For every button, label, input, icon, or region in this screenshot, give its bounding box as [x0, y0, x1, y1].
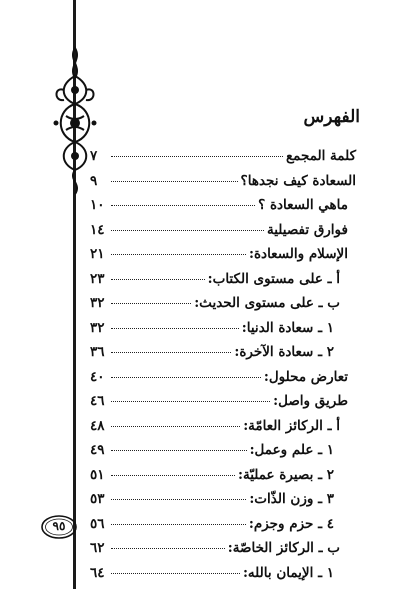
- toc-entry: [90, 295, 356, 320]
- toc-entry-page: ٤٩: [90, 442, 105, 458]
- dot-leader: [111, 401, 270, 402]
- dot-leader: [111, 230, 264, 231]
- dot-leader: [111, 499, 246, 500]
- toc-entry-page: ٣٦: [90, 344, 105, 360]
- dot-leader: [111, 156, 283, 157]
- dot-leader: [111, 205, 255, 206]
- toc-entry-page: ٣٢: [90, 295, 105, 311]
- toc-entry-page: ٢١: [90, 246, 105, 262]
- toc-entry: [90, 491, 356, 516]
- toc-entry-title: تعارض محلول:: [263, 368, 348, 385]
- dot-leader: [111, 328, 239, 329]
- dot-leader: [111, 377, 261, 378]
- dot-leader: [111, 352, 231, 353]
- toc-entry-page: ٩: [90, 172, 98, 189]
- toc-entry-title: أ ـ الركائز العامّة:: [243, 417, 340, 434]
- toc-entry: [90, 344, 356, 369]
- toc-entry: [90, 222, 356, 247]
- dot-leader: [111, 279, 205, 280]
- toc-entry: [90, 197, 356, 222]
- dot-leader: [111, 524, 246, 525]
- toc-entry-title: ١ ـ سعادة الدنيا:: [241, 319, 334, 336]
- toc-entry-title: ماهي السعادة ؟: [258, 197, 348, 213]
- toc-entry-page: ٢٣: [90, 270, 105, 287]
- toc-entry-title: ١ ـ الإيمان بالله:: [242, 564, 334, 581]
- toc-entry-title: ١ ـ علم وعمل:: [249, 442, 334, 458]
- toc-entry-title: ٢ ـ بصيرة عمليّة:: [237, 466, 334, 483]
- toc-entry-title: الإسلام والسعادة:: [249, 246, 348, 262]
- toc-entry: [90, 320, 356, 345]
- toc-entry-page: ٣٢: [90, 319, 105, 336]
- dot-leader: [111, 573, 240, 574]
- toc-entry-page: ٥٣: [90, 491, 105, 507]
- toc-entry: [90, 173, 356, 198]
- toc-entry-title: أ ـ على مستوى الكتاب:: [207, 270, 340, 287]
- dot-leader: [111, 303, 191, 304]
- toc-entry: [90, 369, 356, 394]
- toc-entry-page: ١٠: [90, 197, 105, 213]
- dot-leader: [111, 475, 235, 476]
- toc-entry-page: ٥٦: [90, 515, 105, 532]
- toc-entry-title: ب ـ الركائز الخاصّة:: [227, 540, 340, 556]
- toc-entry: [90, 442, 356, 467]
- dot-leader: [111, 426, 240, 427]
- toc-entry-title: ٤ ـ حزم وجزم:: [248, 515, 334, 532]
- toc-entry: [90, 148, 356, 173]
- toc-entry: [90, 516, 356, 541]
- toc-entry: [90, 540, 356, 565]
- toc-entry-title: فوارق تفصيلية: [266, 221, 348, 238]
- page-number: ٩٥: [52, 519, 66, 533]
- dot-leader: [111, 450, 247, 451]
- toc-entry: [90, 246, 356, 271]
- dot-leader: [111, 181, 238, 182]
- table-of-contents: [90, 148, 356, 589]
- toc-entry-title: ب ـ على مستوى الحديث:: [194, 295, 340, 311]
- toc-entry-page: ٧: [90, 148, 98, 164]
- toc-entry: [90, 467, 356, 492]
- toc-entry-title: السعادة كيف نجدها؟: [240, 172, 356, 189]
- toc-entry-page: ٤٠: [90, 368, 105, 385]
- dot-leader: [111, 254, 246, 255]
- toc-entry-page: ١٤: [90, 221, 105, 238]
- dot-leader: [111, 548, 225, 549]
- toc-entry-page: ٥١: [90, 466, 105, 483]
- toc-entry-page: ٤٨: [90, 417, 105, 434]
- toc-entry-title: ٢ ـ سعادة الآخرة:: [234, 344, 334, 360]
- page-title: الفهرس: [303, 107, 360, 127]
- toc-entry: [90, 393, 356, 418]
- toc-entry-title: كلمة المجمع: [285, 148, 356, 164]
- toc-entry-page: ٦٤: [90, 564, 105, 581]
- toc-entry-page: ٦٢: [90, 540, 105, 556]
- toc-entry: [90, 271, 356, 296]
- toc-entry-page: ٤٦: [90, 393, 105, 409]
- toc-entry: [90, 418, 356, 443]
- toc-entry-title: ٣ ـ وزن الذّات:: [249, 491, 334, 507]
- toc-entry-title: طريق واصل:: [273, 393, 348, 409]
- toc-entry: [90, 565, 356, 589]
